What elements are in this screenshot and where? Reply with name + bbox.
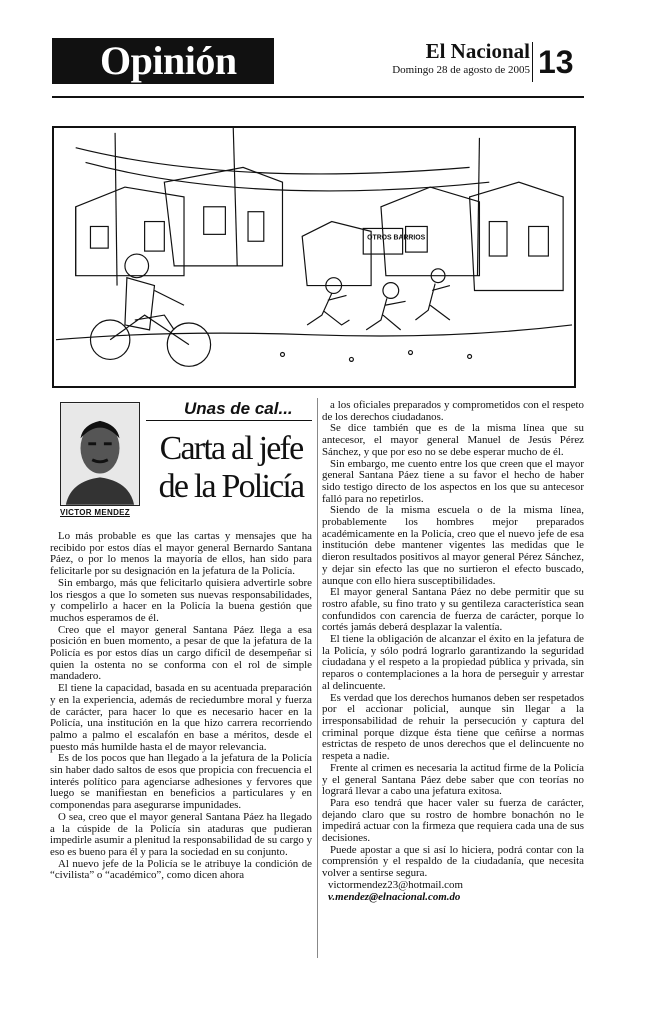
paragraph: a los oficiales preparados y comprometidos con el respeto de los derechos ciudadanos. — [322, 399, 584, 423]
paragraph: Es de los pocos que han llegado a la jefatura de la Policía sin haber dado saltos de esos que propicia con frecuencia el interés político para agenciarse adhesiones y fervores que luego se manifiestan en beneficios a particulares y en componendas para asegurarse impunidades. — [50, 752, 312, 812]
author-portrait-image — [61, 403, 139, 505]
section-banner — [52, 38, 274, 84]
paragraph: Al nuevo jefe de la Policía se le atribuye la condición de “civilista” o “académico”, como dicen ahora — [50, 857, 312, 882]
paragraph: Siendo de la misma escuela o de la misma línea, probablemente los hombres mejor preparados académicamente en la Policía, creo que el nuevo jefe de esa institución debe mantener vigentes las medidas que le dieron resultados positivos al mayor general Pérez Sánchez, y dejar sin efecto las que no surtieron el efecto buscado, aunque con ello hiera susceptibilidades. — [322, 504, 584, 587]
header-rule — [52, 96, 584, 98]
paragraph: Puede apostar a que si así lo hiciera, podrá contar con la comprensión y el respaldo de la ciudadanía, que necesita volver a sentirse segura. — [322, 843, 584, 880]
article-headline — [150, 430, 312, 506]
cartoon-illustration — [54, 128, 574, 386]
paragraph: Frente al crimen es necesaria la actitud firme de la Policía y el general Santana Páez debe saber que con teorías no logrará llevar a cabo una jefatura exitosa. — [322, 761, 584, 798]
kicker-rule — [146, 420, 312, 421]
cartoon-sign-text: OTROS BARRIOS — [367, 234, 426, 242]
paragraph: Sin embargo, más que felicitarlo quisiera advertirle sobre los riesgos a que lo someten sus nuevas responsabilidades, y compelirlo a hacer en la Policía la buena gestión que muchos esperamos de él. — [50, 576, 312, 624]
editorial-cartoon — [52, 126, 576, 388]
column-kicker: Unas de cal... — [184, 399, 293, 418]
paragraph: El mayor general Santana Páez no debe permitir que su rostro afable, su fino trato y su gentileza característica sean confundidos con carencia de fuerza de carácter, porque lo cortés jamás deberá desplazar la valentía. — [322, 586, 584, 634]
paragraph: El tiene la capacidad, basada en su acentuada preparación y en la experiencia, además de reciedumbre moral y fuerza de carácter, para hacer lo que es necesario hacer en la Policía, una institución en la que hizo carrera recorriendo palmo a palmo el escalafón en base a méritos, desde el puesto más humilde hasta el de mayor relevancia. — [50, 682, 312, 753]
author-byline: VICTOR MENDEZ — [60, 508, 130, 517]
issue-date: Domingo 28 de agosto de 2005 — [392, 64, 530, 76]
paragraph: El tiene la obligación de alcanzar el éxito en la jefatura de la Policía, y sólo podrá lograrlo garantizando la seguridad ciudadana y el respeto a la propiedad pública y privada, sin reparos o contemplaciones a la hora de perseguir y arrestar al delincuente. — [322, 633, 584, 692]
paragraph: Creo que el mayor general Santana Páez llega a esa posición en buen momento, a pesar de que la jefatura de la Policía es por estos días un cargo difícil de desempeñar si quien la ostenta no se conforma con el rol de simple mandadero. — [50, 623, 312, 683]
newspaper-name: El Nacional — [425, 39, 530, 63]
author-email-link[interactable]: victormendez23@hotmail.com — [328, 878, 463, 891]
paragraph: Se dice también que es de la misma línea que su antecesor, el mayor general Manuel de Jesús Pérez Sánchez, y que por eso no se debe esperar mucho de él. — [322, 422, 584, 458]
header-divider — [532, 42, 533, 82]
paragraph: Para eso tendrá que hacer valer su fuerza de carácter, dejando claro que su rostro de hombre bonachón no le impedirá actuar con la firmeza que requiera cada una de sus decisiones. — [322, 796, 584, 845]
author-photo — [60, 402, 140, 506]
headline-line-2: de la Policía — [158, 468, 304, 505]
article-column-right — [322, 400, 584, 903]
newspaper-email-link[interactable]: v.mendez@elnacional.com.do — [328, 890, 461, 903]
section-title: Opinión — [100, 38, 237, 83]
paragraph: O sea, creo que el mayor general Santana Páez ha llegado a la cúspide de la Policía sin ataduras que pudieran impedirle asumir a plenitud la responsabilidad de su cargo y eso es bueno para él y para la sociedad en su conjunto. — [50, 810, 313, 858]
column-divider — [317, 398, 318, 958]
page-number: 13 — [538, 44, 574, 80]
paragraph: Sin embargo, me cuento entre los que creen que el mayor general Santana Páez tiene a su favor el hecho de haber sido testigo directo de los aspectos en los que su antecesor falló para no repetirlos. — [322, 457, 584, 505]
paragraph: Lo más probable es que las cartas y mensajes que ha recibido por estos días el mayor general Bernardo Santana Páez, o por lo menos la mayoría de ellos, han sido para felicitarle por su designación en la jefatura de la Policía. — [50, 530, 312, 578]
headline-line-1: Carta al jefe — [159, 430, 303, 467]
article-column-left — [50, 531, 312, 882]
paragraph: Es verdad que los derechos humanos deben ser respetados por el accionar policial, aunque sin llegar a la irresponsabilidad de rehuir la persecución y captura del criminal porque dizque ésta tiene que ceñirse a normas estrictas de respeto de unos derechos que el delincuente no respeta a nadie. — [322, 691, 584, 763]
